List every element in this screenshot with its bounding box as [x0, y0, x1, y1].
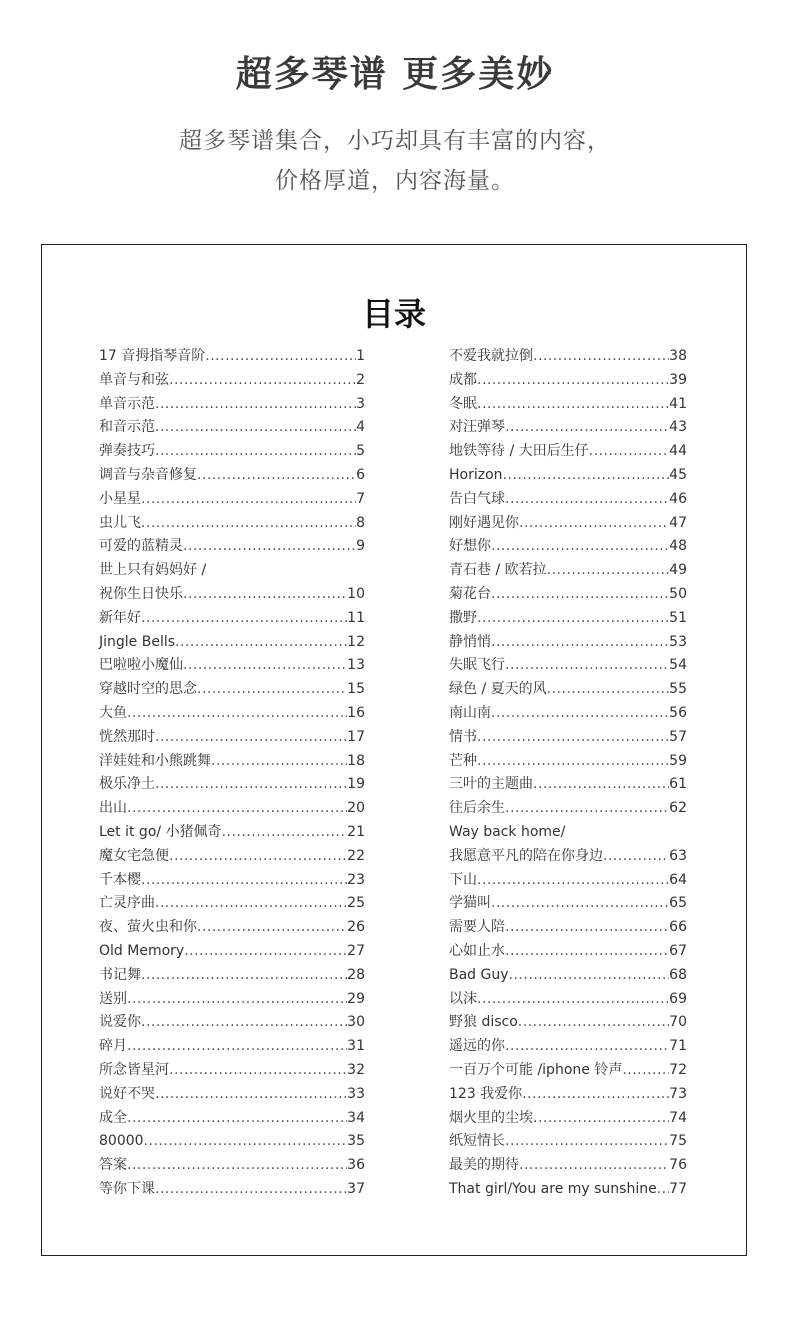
toc-entry-title: 单音与和弦 [99, 371, 169, 388]
toc-dot-leader [183, 654, 347, 678]
toc-entry[interactable] [99, 1178, 365, 1202]
toc-entry[interactable] [99, 1059, 365, 1083]
toc-entry[interactable] [449, 869, 687, 893]
toc-entry-title: Let it go/ 小猪佩奇 [99, 823, 222, 840]
toc-entry-page-number: 53 [669, 633, 687, 650]
toc-entry-title: 纸短情长 [449, 1133, 505, 1150]
toc-entry-title: 绿色 / 夏天的风 [449, 681, 547, 698]
toc-entry[interactable] [99, 488, 365, 512]
toc-entry-title: 单音示范 [99, 395, 155, 412]
toc-entry-page-number: 45 [669, 466, 687, 483]
toc-entry[interactable] [99, 678, 365, 702]
toc-entry-title: 17 音拇指琴音阶 [99, 348, 206, 364]
toc-entry-page-number: 25 [347, 895, 365, 912]
toc-entry-page-number: 26 [347, 919, 365, 936]
toc-entry-title: 芒种 [449, 752, 477, 769]
toc-entry[interactable] [99, 464, 365, 488]
toc-entry-page-number: 43 [669, 419, 687, 436]
toc-entry-title: 三叶的主题曲 [449, 776, 533, 793]
toc-entry-page-number: 17 [347, 728, 365, 745]
toc-dot-leader [169, 845, 347, 869]
toc-entry-title: 情书 [449, 728, 477, 745]
toc-entry-page-number: 41 [669, 395, 687, 412]
toc-entry[interactable] [449, 1059, 687, 1083]
toc-entry-page-number: 32 [347, 1061, 365, 1078]
toc-dot-leader [518, 1011, 669, 1035]
toc-entry-page-number: 47 [669, 514, 687, 531]
toc-entry-title: Bad Guy [449, 966, 509, 983]
toc-dot-leader [533, 345, 669, 369]
toc-dot-leader [503, 464, 670, 488]
toc-entry[interactable] [449, 535, 687, 559]
toc-dot-leader [505, 916, 669, 940]
toc-entry-title: 遥远的你 [449, 1038, 505, 1055]
toc-dot-leader [477, 869, 669, 893]
toc-entry-page-number: 64 [669, 871, 687, 888]
toc-dot-leader [184, 940, 347, 964]
toc-entry-page-number: 65 [669, 895, 687, 912]
toc-entry-title: 成全 [99, 1109, 127, 1126]
toc-entry[interactable] [449, 512, 687, 536]
toc-entry-page-number: 20 [347, 800, 365, 817]
toc-dot-leader [155, 1178, 347, 1202]
toc-entry[interactable] [449, 1011, 687, 1035]
toc-entry-title: 所念皆星河 [99, 1061, 169, 1078]
toc-entry[interactable] [99, 988, 365, 1012]
toc-dot-leader [169, 1059, 347, 1083]
toc-dot-leader [155, 416, 356, 440]
toc-entry[interactable] [99, 393, 365, 417]
toc-entry-title: 巴啦啦小魔仙 [99, 657, 183, 674]
toc-entry[interactable] [449, 393, 687, 417]
toc-dot-leader [491, 702, 669, 726]
toc-entry-page-number: 2 [356, 371, 365, 388]
toc-dot-leader [505, 416, 669, 440]
toc-entry-title: 说爱你 [99, 1014, 141, 1031]
toc-entry[interactable] [99, 916, 365, 940]
toc-entry-title: 等你下课 [99, 1180, 155, 1197]
toc-entry[interactable] [449, 892, 687, 916]
toc-entry-title: 穿越时空的思念 [99, 681, 197, 698]
toc-entry-page-number: 48 [669, 538, 687, 555]
toc-dot-leader [505, 1035, 669, 1059]
toc-entry-page-number: 30 [347, 1014, 365, 1031]
page-headline: 超多琴谱 更多美妙 [235, 54, 555, 95]
toc-entry-title: 告白气球 [449, 490, 505, 507]
toc-dot-leader [477, 750, 669, 774]
toc-entry-page-number: 29 [347, 990, 365, 1007]
toc-entry-title: 对汪弹琴 [449, 419, 505, 436]
toc-entry-page-number: 22 [347, 847, 365, 864]
toc-dot-leader [505, 654, 669, 678]
toc-dot-leader [197, 464, 356, 488]
toc-entry-title: 恍然那时 [99, 728, 155, 745]
toc-entry-page-number: 62 [669, 800, 687, 817]
toc-entry-page-number: 44 [669, 443, 687, 460]
toc-dot-leader [222, 821, 348, 845]
toc-entry-title: 世上只有妈妈好 / [99, 562, 207, 579]
toc-dot-leader [183, 535, 356, 559]
toc-entry[interactable] [99, 702, 365, 726]
toc-entry-title: 和音示范 [99, 419, 155, 436]
toc-entry-title: 出山 [99, 800, 127, 817]
toc-dot-leader [519, 1154, 669, 1178]
toc-entry[interactable] [449, 654, 687, 678]
toc-entry-page-number: 5 [356, 443, 365, 460]
toc-dot-leader [127, 797, 347, 821]
toc-dot-leader [155, 726, 347, 750]
toc-entry-title: 大鱼 [99, 704, 127, 721]
toc-entry-page-number: 18 [347, 752, 365, 769]
subtitle-line-1: 超多琴谱集合，小巧却具有丰富的内容， [179, 128, 611, 154]
toc-dot-leader [522, 1083, 669, 1107]
toc-entry-title: 撒野 [449, 609, 477, 626]
toc-entry[interactable] [449, 583, 687, 607]
toc-entry-title: 调音与杂音修复 [99, 466, 197, 483]
toc-entry[interactable] [449, 1130, 687, 1154]
toc-entry[interactable] [449, 1107, 687, 1131]
toc-entry-title: 洋娃娃和小熊跳舞 [99, 752, 211, 769]
toc-dot-leader [547, 559, 670, 583]
toc-entry-page-number: 11 [347, 609, 365, 626]
toc-entry-title: 答案 [99, 1157, 127, 1174]
toc-entry-title: 成都 [449, 371, 477, 388]
toc-dot-leader [127, 1035, 347, 1059]
toc-dot-leader [144, 1130, 348, 1154]
toc-entry[interactable] [449, 369, 687, 393]
toc-entry[interactable] [99, 1011, 365, 1035]
toc-dot-leader [505, 488, 669, 512]
toc-dot-leader [519, 512, 669, 536]
toc-entry-page-number: 55 [669, 681, 687, 698]
toc-entry-title: 野狼 disco [449, 1014, 518, 1031]
toc-dot-leader [505, 940, 669, 964]
toc-entry-page-number: 8 [356, 514, 365, 531]
toc-entry[interactable] [99, 845, 365, 869]
toc-entry-page-number: 38 [669, 348, 687, 364]
toc-dot-leader [657, 1178, 669, 1202]
toc-entry-page-number: 33 [347, 1085, 365, 1102]
toc-entry[interactable] [449, 916, 687, 940]
toc-entry-title: 青石巷 / 欧若拉 [449, 562, 547, 579]
toc-entry-title: 小星星 [99, 490, 141, 507]
toc-entry[interactable] [449, 964, 687, 988]
toc-entry[interactable] [99, 1035, 365, 1059]
toc-dot-leader [141, 488, 356, 512]
toc-entry-page-number: 57 [669, 728, 687, 745]
toc-entry[interactable] [99, 559, 365, 583]
toc-dot-leader [197, 678, 347, 702]
toc-entry[interactable] [99, 821, 365, 845]
toc-entry[interactable] [449, 631, 687, 655]
toc-entry-page-number: 12 [347, 633, 365, 650]
toc-entry[interactable] [99, 892, 365, 916]
toc-entry-title: 虫儿飞 [99, 514, 141, 531]
toc-entry[interactable] [449, 797, 687, 821]
toc-dot-leader [141, 607, 347, 631]
toc-entry[interactable] [99, 512, 365, 536]
toc-entry-page-number: 1 [356, 348, 365, 364]
toc-dot-leader [477, 607, 669, 631]
toc-dot-leader [477, 393, 669, 417]
toc-entry-page-number: 6 [356, 466, 365, 483]
toc-left-column [99, 345, 365, 1202]
toc-entry-title: 菊花台 [449, 585, 491, 602]
toc-entry-title: 弹奏技巧 [99, 443, 155, 460]
toc-entry-page-number: 68 [669, 966, 687, 983]
toc-entry-title: Horizon [449, 466, 503, 483]
toc-entry-page-number: 61 [669, 776, 687, 793]
toc-entry-page-number: 75 [669, 1133, 687, 1150]
toc-dot-leader [141, 512, 356, 536]
toc-entry-page-number: 76 [669, 1157, 687, 1174]
toc-entry[interactable] [449, 1154, 687, 1178]
toc-entry-page-number: 19 [347, 776, 365, 793]
toc-entry-title: 最美的期待 [449, 1157, 519, 1174]
toc-entry-page-number: 4 [356, 419, 365, 436]
toc-entry-title: 学猫叫 [449, 895, 491, 912]
toc-entry-page-number: 27 [347, 942, 365, 959]
subtitle-line-2: 价格厚道，内容海量。 [275, 168, 515, 194]
toc-entry[interactable] [99, 1107, 365, 1131]
toc-entry-page-number: 66 [669, 919, 687, 936]
toc-entry-title: 可爱的蓝精灵 [99, 538, 183, 555]
toc-entry-page-number: 54 [669, 657, 687, 674]
toc-entry-page-number: 13 [347, 657, 365, 674]
toc-entry-title: 极乐净土 [99, 776, 155, 793]
toc-entry-page-number: 73 [669, 1085, 687, 1102]
toc-entry-page-number: 3 [356, 395, 365, 412]
toc-entry[interactable] [449, 940, 687, 964]
toc-entry-title: 书记舞 [99, 966, 141, 983]
toc-entry-title: 刚好遇见你 [449, 514, 519, 531]
toc-entry-title: 碎月 [99, 1038, 127, 1055]
toc-entry-page-number: 37 [347, 1180, 365, 1197]
toc-dot-leader [155, 1083, 347, 1107]
toc-entry[interactable] [99, 416, 365, 440]
toc-entry[interactable] [99, 583, 365, 607]
toc-entry-title: 我愿意平凡的陪在你身边 [449, 847, 603, 864]
toc-entry-page-number: 56 [669, 704, 687, 721]
toc-entry[interactable] [99, 940, 365, 964]
toc-entry-page-number: 23 [347, 871, 365, 888]
toc-right-column [449, 345, 687, 1202]
toc-entry[interactable] [99, 869, 365, 893]
toc-entry[interactable] [449, 1083, 687, 1107]
toc-dot-leader [603, 845, 669, 869]
toc-entry[interactable] [449, 488, 687, 512]
toc-entry-page-number: 10 [347, 585, 365, 602]
toc-entry-title: 烟火里的尘埃 [449, 1109, 533, 1126]
toc-entry-page-number: 46 [669, 490, 687, 507]
toc-dot-leader [491, 535, 669, 559]
toc-dot-leader [175, 631, 347, 655]
toc-entry-page-number: 34 [347, 1109, 365, 1126]
toc-entry-page-number: 63 [669, 847, 687, 864]
toc-entry-page-number: 9 [356, 538, 365, 555]
toc-entry-page-number: 51 [669, 609, 687, 626]
toc-entry[interactable] [449, 440, 687, 464]
toc-dot-leader [197, 916, 347, 940]
toc-dot-leader [533, 1107, 669, 1131]
toc-entry[interactable] [449, 821, 687, 845]
toc-entry[interactable] [99, 750, 365, 774]
toc-entry-title: 下山 [449, 871, 477, 888]
toc-dot-leader [127, 1154, 347, 1178]
toc-entry-page-number: 77 [669, 1180, 687, 1197]
toc-entry-page-number: 31 [347, 1038, 365, 1055]
toc-entry-title: 一百万个可能 /iphone 铃声 [449, 1061, 623, 1078]
toc-entry[interactable] [99, 631, 365, 655]
toc-entry-title: 魔女宅急便 [99, 847, 169, 864]
toc-dot-leader [477, 726, 669, 750]
toc-dot-leader [211, 750, 347, 774]
toc-entry[interactable] [449, 345, 687, 369]
toc-entry[interactable] [99, 1130, 365, 1154]
toc-dot-leader [155, 892, 347, 916]
toc-entry[interactable] [99, 345, 365, 369]
toc-entry[interactable] [99, 1154, 365, 1178]
toc-entry-page-number: 59 [669, 752, 687, 769]
toc-entry-page-number: 67 [669, 942, 687, 959]
toc-entry-page-number: 49 [669, 562, 687, 579]
toc-title: 目录 [361, 295, 426, 333]
toc-entry[interactable] [449, 988, 687, 1012]
toc-entry[interactable] [449, 464, 687, 488]
toc-dot-leader [491, 583, 669, 607]
toc-dot-leader [141, 964, 347, 988]
table-of-contents-panel [41, 244, 747, 1256]
toc-entry[interactable] [99, 535, 365, 559]
toc-entry[interactable] [449, 702, 687, 726]
toc-entry-title: 亡灵序曲 [99, 895, 155, 912]
toc-entry-page-number: 72 [669, 1061, 687, 1078]
toc-dot-leader [127, 1107, 347, 1131]
toc-entry-page-number: 16 [347, 704, 365, 721]
toc-dot-leader [509, 964, 670, 988]
toc-entry-title: 需要人陪 [449, 919, 505, 936]
toc-entry-page-number: 71 [669, 1038, 687, 1055]
toc-entry[interactable] [449, 750, 687, 774]
toc-entry-title: 失眠飞行 [449, 657, 505, 674]
toc-entry-page-number: 74 [669, 1109, 687, 1126]
toc-entry-title: 夜、萤火虫和你 [99, 919, 197, 936]
toc-entry-title: 以沫 [449, 990, 477, 1007]
toc-dot-leader [477, 369, 669, 393]
toc-entry-page-number: 35 [347, 1133, 365, 1150]
toc-dot-leader [533, 773, 669, 797]
toc-entry-page-number: 70 [669, 1014, 687, 1031]
toc-dot-leader [141, 869, 347, 893]
toc-dot-leader [127, 988, 347, 1012]
toc-entry-title: 冬眠 [449, 395, 477, 412]
toc-entry[interactable] [449, 1035, 687, 1059]
toc-entry-title: Way back home/ [449, 823, 566, 840]
toc-dot-leader [589, 440, 670, 464]
toc-entry[interactable] [449, 678, 687, 702]
toc-dot-leader [622, 1059, 669, 1083]
toc-entry-title: 南山南 [449, 704, 491, 721]
toc-entry-title: 新年好 [99, 609, 141, 626]
toc-entry-page-number: 50 [669, 585, 687, 602]
toc-dot-leader [491, 892, 669, 916]
toc-entry-title: Jingle Bells [99, 633, 176, 650]
toc-entry[interactable] [449, 726, 687, 750]
toc-entry[interactable] [449, 773, 687, 797]
toc-entry-page-number: 15 [347, 681, 365, 698]
toc-entry-page-number: 7 [356, 490, 365, 507]
toc-entry-title: 往后余生 [449, 800, 505, 817]
toc-entry-title: 心如止水 [449, 942, 505, 959]
toc-dot-leader [505, 797, 669, 821]
toc-entry-title: 静悄悄 [449, 633, 491, 650]
toc-entry-page-number: 21 [347, 823, 365, 840]
toc-entry[interactable] [99, 440, 365, 464]
toc-entry-title: 不爱我就拉倒 [449, 348, 533, 364]
toc-entry-page-number: 28 [347, 966, 365, 983]
toc-entry-title: 祝你生日快乐 [99, 585, 183, 602]
toc-entry-title: 80000 [99, 1133, 144, 1150]
toc-entry-page-number: 39 [669, 371, 687, 388]
toc-dot-leader [155, 773, 347, 797]
toc-dot-leader [205, 345, 356, 369]
toc-entry[interactable] [99, 797, 365, 821]
toc-entry-page-number: 69 [669, 990, 687, 1007]
toc-entry[interactable] [99, 654, 365, 678]
toc-entry[interactable] [99, 369, 365, 393]
toc-entry-title: 送别 [99, 990, 127, 1007]
toc-entry-title: 地铁等待 / 大田后生仔 [449, 443, 589, 460]
toc-dot-leader [127, 702, 347, 726]
toc-dot-leader [155, 393, 356, 417]
toc-entry-title: 好想你 [449, 538, 491, 555]
toc-entry-page-number: 36 [347, 1157, 365, 1174]
toc-dot-leader [477, 988, 669, 1012]
toc-entry[interactable] [99, 726, 365, 750]
toc-dot-leader [169, 369, 356, 393]
toc-dot-leader [183, 583, 347, 607]
toc-entry-title: 说好不哭 [99, 1085, 155, 1102]
toc-dot-leader [547, 678, 670, 702]
toc-entry[interactable] [99, 964, 365, 988]
toc-entry[interactable] [449, 559, 687, 583]
toc-entry[interactable] [99, 1083, 365, 1107]
toc-entry-title: That girl/You are my sunshine [449, 1180, 657, 1197]
toc-dot-leader [491, 631, 669, 655]
toc-entry-title: 千本樱 [99, 871, 141, 888]
toc-entry[interactable] [449, 1178, 687, 1202]
toc-entry-title: 123 我爱你 [449, 1085, 523, 1102]
toc-entry[interactable] [449, 416, 687, 440]
toc-dot-leader [141, 1011, 347, 1035]
toc-entry[interactable] [99, 607, 365, 631]
toc-entry[interactable] [99, 773, 365, 797]
toc-dot-leader [155, 440, 356, 464]
toc-entry[interactable] [449, 607, 687, 631]
toc-entry-title: Old Memory [99, 942, 185, 959]
toc-dot-leader [505, 1130, 669, 1154]
toc-entry[interactable] [449, 845, 687, 869]
